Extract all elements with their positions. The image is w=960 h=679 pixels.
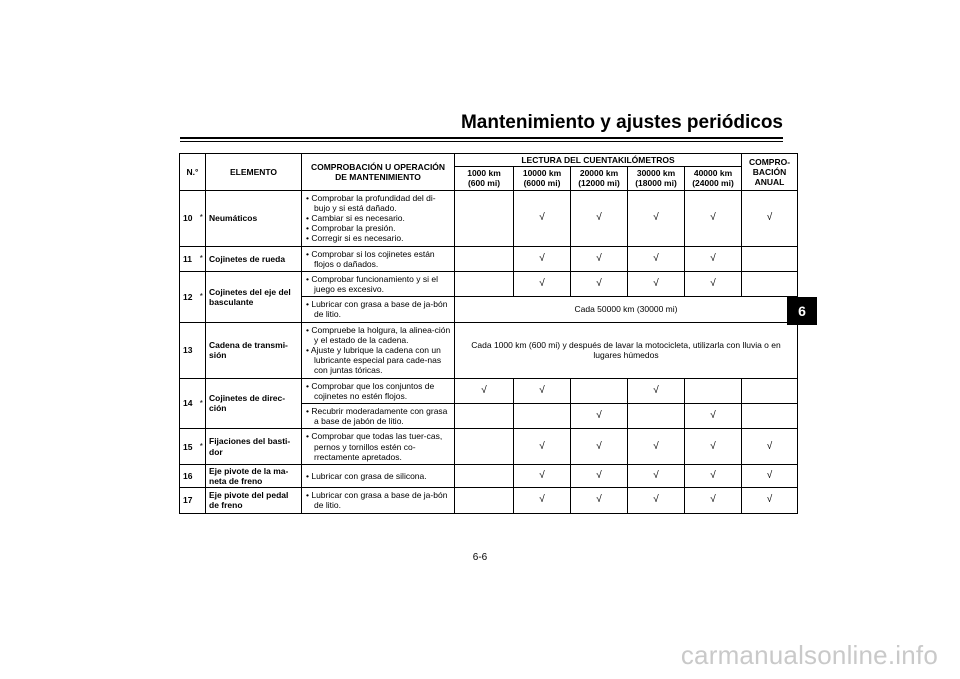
item-number: 14 — [180, 378, 198, 429]
check-mark — [455, 271, 514, 296]
dealer-mark: * — [198, 271, 206, 322]
check-mark — [742, 378, 798, 403]
header-check: COMPROBACIÓN U OPERACIÓN DE MANTENIMIENTO — [302, 154, 455, 191]
watermark: carmanualsonline.info — [680, 640, 938, 670]
check-mark: √ — [571, 403, 628, 428]
header-annual: COMPRO-BACIÓN ANUAL — [742, 154, 798, 191]
operation-cell — [302, 246, 455, 271]
element-name: Neumáticos — [206, 190, 302, 246]
header-interval: 40000 km (24000 mi) — [685, 167, 742, 190]
check-mark: √ — [628, 271, 685, 296]
check-mark: √ — [571, 190, 628, 246]
table-row — [180, 271, 798, 296]
item-number: 15 — [180, 429, 198, 465]
operation-cell — [302, 322, 455, 378]
check-mark — [514, 403, 571, 428]
operation-item: • Ajuste y lubrique la cadena con un lubricante especial para cade-nas con juntas tóricas. — [306, 345, 442, 376]
header-element: ELEMENTO — [206, 154, 302, 191]
item-number: 17 — [180, 488, 198, 513]
page-number: 6-6 — [472, 552, 488, 563]
table-row — [180, 488, 798, 513]
check-mark — [455, 429, 514, 465]
dealer-mark — [198, 322, 206, 378]
operation-cell — [302, 403, 455, 428]
check-mark — [742, 246, 798, 271]
check-mark — [742, 271, 798, 296]
table-row — [180, 246, 798, 271]
item-number: 11 — [180, 246, 198, 271]
operation-cell — [302, 429, 455, 465]
check-mark: √ — [514, 190, 571, 246]
maintenance-table — [179, 153, 798, 514]
check-mark: √ — [514, 429, 571, 465]
check-mark: √ — [742, 190, 798, 246]
operation-cell — [302, 271, 455, 296]
operation-item: • Comprobar que los conjuntos de cojinetes no estén flojos. — [306, 380, 435, 401]
operation-cell — [302, 297, 455, 322]
check-mark: √ — [685, 403, 742, 428]
check-mark: √ — [571, 464, 628, 487]
operation-item: • Corregir si es necesario. — [306, 233, 404, 244]
check-mark: √ — [455, 378, 514, 403]
table-row — [180, 190, 798, 246]
operation-cell — [302, 464, 455, 487]
operation-item: • Comprobar la profundidad del di-bujo y si está dañado. — [306, 192, 436, 213]
operation-item: • Lubricar con grasa a base de ja-bón de litio. — [306, 490, 448, 511]
operation-item: • Recubrir moderadamente con grasa a base de jabón de litio. — [306, 405, 448, 427]
element-name: Cojinetes del eje del basculante — [206, 271, 302, 322]
element-name: Cojinetes de direc-ción — [206, 378, 302, 429]
check-mark: √ — [571, 429, 628, 465]
check-mark: √ — [685, 271, 742, 296]
check-mark: √ — [514, 246, 571, 271]
header-odometer: LECTURA DEL CUENTAKILÓMETROS — [455, 154, 742, 167]
check-mark: √ — [514, 464, 571, 487]
table-row — [180, 464, 798, 487]
element-name: Eje pivote de la ma-neta de freno — [206, 464, 302, 487]
page-title: Mantenimiento y ajustes periódicos — [460, 112, 783, 133]
operation-item: • Comprobar funcionamiento y si el juego es excesivo. — [306, 273, 438, 295]
check-mark: √ — [742, 464, 798, 487]
check-mark: √ — [628, 378, 685, 403]
check-mark: √ — [628, 464, 685, 487]
check-mark: √ — [514, 378, 571, 403]
element-name: Fijaciones del basti-dor — [206, 429, 302, 465]
check-mark — [742, 403, 798, 428]
dealer-mark — [198, 488, 206, 513]
title-rule — [180, 137, 783, 139]
check-mark: √ — [742, 429, 798, 465]
interval-note: Cada 50000 km (30000 mi) — [455, 297, 798, 322]
operation-item: • Lubricar con grasa de silicona. — [306, 470, 427, 481]
operation-item: • Lubricar con grasa a base de ja-bón de litio. — [306, 299, 448, 320]
operation-cell — [302, 378, 455, 403]
check-mark — [455, 403, 514, 428]
check-mark: √ — [685, 429, 742, 465]
check-mark: √ — [685, 464, 742, 487]
check-mark: √ — [685, 488, 742, 513]
header-interval: 10000 km (6000 mi) — [514, 167, 571, 190]
header-interval: 1000 km (600 mi) — [455, 167, 514, 190]
header-interval: 20000 km (12000 mi) — [571, 167, 628, 190]
operation-item: • Cambiar si es necesario. — [306, 212, 405, 223]
dealer-mark: * — [198, 190, 206, 246]
interval-note: Cada 1000 km (600 mi) y después de lavar la motocicleta, utilizarla con lluvia o en lugares húmedos — [455, 322, 798, 378]
check-mark: √ — [571, 271, 628, 296]
check-mark: √ — [514, 271, 571, 296]
check-mark — [455, 488, 514, 513]
table-row — [180, 322, 798, 378]
check-mark — [571, 378, 628, 403]
header-no: N.° — [180, 154, 206, 191]
check-mark: √ — [742, 488, 798, 513]
check-mark: √ — [685, 190, 742, 246]
check-mark: √ — [514, 488, 571, 513]
check-mark — [455, 190, 514, 246]
dealer-mark: * — [198, 429, 206, 465]
operation-item: • Compruebe la holgura, la alinea-ción y el estado de la cadena. — [306, 324, 451, 345]
check-mark: √ — [571, 246, 628, 271]
check-mark: √ — [628, 488, 685, 513]
check-mark: √ — [628, 190, 685, 246]
item-number: 16 — [180, 464, 198, 487]
element-name: Cojinetes de rueda — [206, 246, 302, 271]
operation-item: • Comprobar si los cojinetes están flojos o dañados. — [306, 248, 435, 269]
operation-item: • Comprobar la presión. — [306, 223, 396, 234]
item-number: 12 — [180, 271, 198, 322]
dealer-mark: * — [198, 378, 206, 429]
check-mark — [455, 246, 514, 271]
check-mark: √ — [571, 488, 628, 513]
item-number: 10 — [180, 190, 198, 246]
dealer-mark: * — [198, 246, 206, 271]
header-interval: 30000 km (18000 mi) — [628, 167, 685, 190]
check-mark: √ — [685, 246, 742, 271]
table-row — [180, 378, 798, 403]
check-mark: √ — [628, 429, 685, 465]
section-tab[interactable]: 6 — [787, 297, 817, 325]
element-name: Cadena de transmi-sión — [206, 322, 302, 378]
title-rule-thin — [180, 141, 783, 142]
dealer-mark — [198, 464, 206, 487]
table-row — [180, 429, 798, 465]
check-mark: √ — [628, 246, 685, 271]
item-number: 13 — [180, 322, 198, 378]
operation-cell — [302, 488, 455, 513]
operation-cell — [302, 190, 455, 246]
operation-item: • Comprobar que todas las tuer-cas, pernos y tornillos estén co-rrectamente apretados. — [306, 431, 443, 462]
element-name: Eje pivote del pedal de freno — [206, 488, 302, 513]
check-mark — [685, 378, 742, 403]
check-mark — [455, 464, 514, 487]
check-mark — [628, 403, 685, 428]
